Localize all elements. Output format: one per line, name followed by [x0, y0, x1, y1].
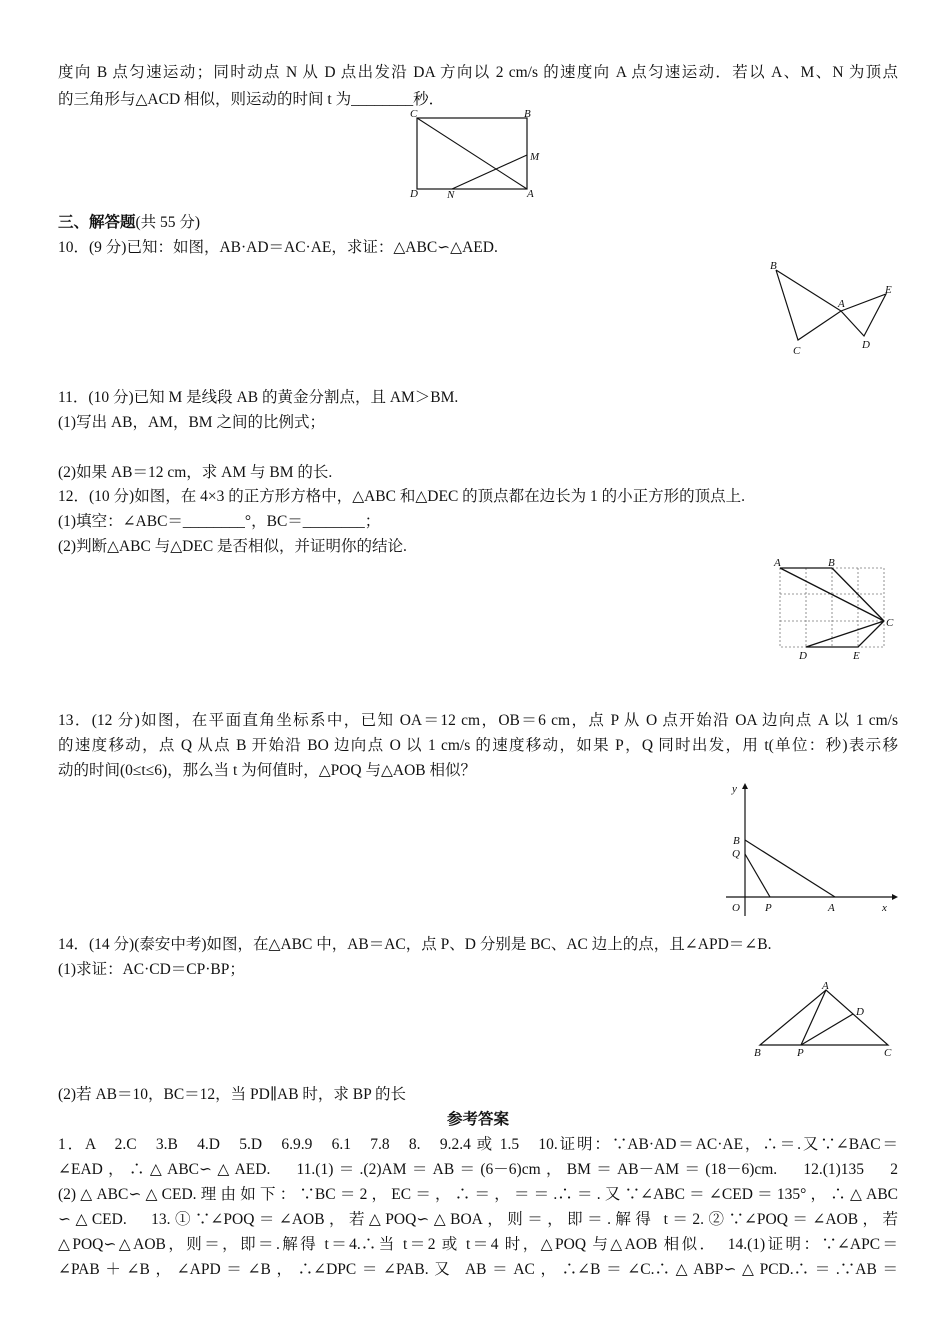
q9-rectangle-figure: [405, 108, 555, 200]
section-3-title: 三、解答题: [58, 214, 136, 231]
q9-line-1: 度向 B 点匀速运动；同时动点 N 从 D 点出发沿 DA 方向以 2 cm/s 的速度向 A 点匀速运动．若以 A、M、N 为顶点: [58, 64, 898, 81]
q12-label-e: E: [853, 650, 860, 662]
q9-label-b: B: [524, 108, 531, 120]
q10-label-e: E: [885, 284, 892, 296]
q9-line-2: 的三角形与△ACD 相似，则运动的时间 t 为________秒．: [58, 91, 445, 108]
answers-line-1: 1．A 2.C 3.B 4.D 5.D 6.9.9 6.1 7.8 8. 9.2.4 或 1.5 10.证明：∵AB·AD＝AC·AE，∴＝.又∵∠BAC＝: [58, 1136, 898, 1153]
q14-triangle-figure: [750, 980, 900, 1062]
q11-part-1: (1)写出 AB，AM，BM 之间的比例式；: [58, 414, 325, 431]
section-3-score: (共 55 分): [135, 214, 201, 231]
q13-line-2: 的速度移动，点 Q 从点 B 开始沿 BO 边向点 O 以 1 cm/s 的速度移动，如果 P，Q 同时出发，用 t(单位：秒)表示移: [58, 737, 898, 754]
q9-label-c: C: [410, 108, 418, 120]
q14-label-c: C: [884, 1047, 892, 1059]
q12-label-c: C: [886, 617, 894, 629]
q9-label-a: A: [527, 188, 534, 200]
q14-label-d: D: [856, 1006, 864, 1018]
answers-title: 参考答案: [446, 1111, 509, 1128]
q10-label-d: D: [862, 339, 870, 351]
q14-stem: 14．(14 分)(泰安中考)如图，在△ABC 中，AB＝AC，点 P、D 分别是 BC、AC 边上的点，且∠APD＝∠B.: [58, 936, 772, 953]
q10-label-a: A: [838, 298, 845, 310]
q10-label-b: B: [770, 260, 777, 272]
q9-label-m: M: [530, 151, 540, 163]
q9-label-d: D: [410, 188, 418, 200]
answers-line-2: ∠EAD，∴△ABC∽△AED. 11.(1)＝.(2)AM＝AB＝(6－6)cm，BM＝AB－AM＝(18－6)cm. 12.(1)135 2: [58, 1161, 898, 1178]
q13-label-q: Q: [732, 848, 740, 860]
q14-part-1: (1)求证：AC·CD＝CP·BP；: [58, 961, 245, 978]
q12-label-b: B: [828, 557, 835, 569]
answers-line-5: △POQ∽△AOB，则＝，即＝.解得 t＝4.∴当 t＝2 或 t＝4 时，△POQ 与△AOB 相似． 14.(1)证明：∵∠APC＝: [58, 1236, 898, 1253]
answers-line-4: ∽△CED. 13.①∵∠POQ＝∠AOB，若△POQ∽△BOA，则＝，即＝.解得 t＝2.②∵∠POQ＝∠AOB，若: [58, 1211, 898, 1228]
q13-label-o: O: [732, 902, 740, 914]
q13-coordinate-figure: [720, 780, 898, 920]
q10-label-c: C: [793, 345, 801, 357]
q13-line-3: 动的时间(0≤t≤6)，那么当 t 为何值时，△POQ 与△AOB 相似？: [58, 762, 477, 779]
answers-line-6: ∠PAB＋∠B，∠APD＝∠B，∴∠DPC＝∠PAB.又 AB＝AC，∴∠B＝∠C.∴△ABP∽△PCD.∴＝.∵AB＝: [58, 1261, 898, 1278]
q13-line-1: 13．(12 分)如图，在平面直角坐标系中，已知 OA＝12 cm，OB＝6 cm，点 P 从 O 点开始沿 OA 边向点 A 以 1 cm/s: [58, 712, 898, 729]
q13-label-y: y: [732, 783, 737, 795]
q12-label-a: A: [774, 557, 781, 569]
q12-part-2: (2)判断△ABC 与△DEC 是否相似，并证明你的结论.: [58, 538, 407, 555]
q12-grid-figure: [770, 555, 900, 665]
q14-label-p: P: [797, 1047, 804, 1059]
q14-label-b: B: [754, 1047, 761, 1059]
q12-part-1: (1)填空：∠ABC＝________°，BC＝________；: [58, 513, 381, 530]
section-3-heading: [58, 212, 898, 234]
answers-line-3: (2)△ABC∽△CED.理由如下：∵BC＝2，EC＝，∴＝，＝＝.∴＝.又∵∠ABC＝∠CED＝135°，∴△ABC: [58, 1186, 898, 1203]
q10-figure: [764, 256, 899, 360]
q11-part-2: (2)如果 AB＝12 cm，求 AM 与 BM 的长.: [58, 464, 333, 481]
q11-stem: 11．(10 分)已知 M 是线段 AB 的黄金分割点，且 AM＞BM.: [58, 389, 459, 406]
q10-stem: 10．(9 分)已知：如图，AB·AD＝AC·AE，求证：△ABC∽△AED.: [58, 239, 498, 256]
q13-label-x: x: [882, 902, 887, 914]
q12-label-d: D: [799, 650, 807, 662]
q9-label-n: N: [447, 189, 455, 200]
q12-stem: 12．(10 分)如图，在 4×3 的正方形方格中，△ABC 和△DEC 的顶点都在边长为 1 的小正方形的顶点上.: [58, 488, 746, 505]
q14-label-a: A: [822, 980, 829, 992]
q13-label-a: A: [828, 902, 835, 914]
q13-label-b: B: [733, 835, 740, 847]
q14-part-2: (2)若 AB＝10，BC＝12，当 PD∥AB 时，求 BP 的长: [58, 1086, 407, 1103]
q13-label-p: P: [765, 902, 772, 914]
